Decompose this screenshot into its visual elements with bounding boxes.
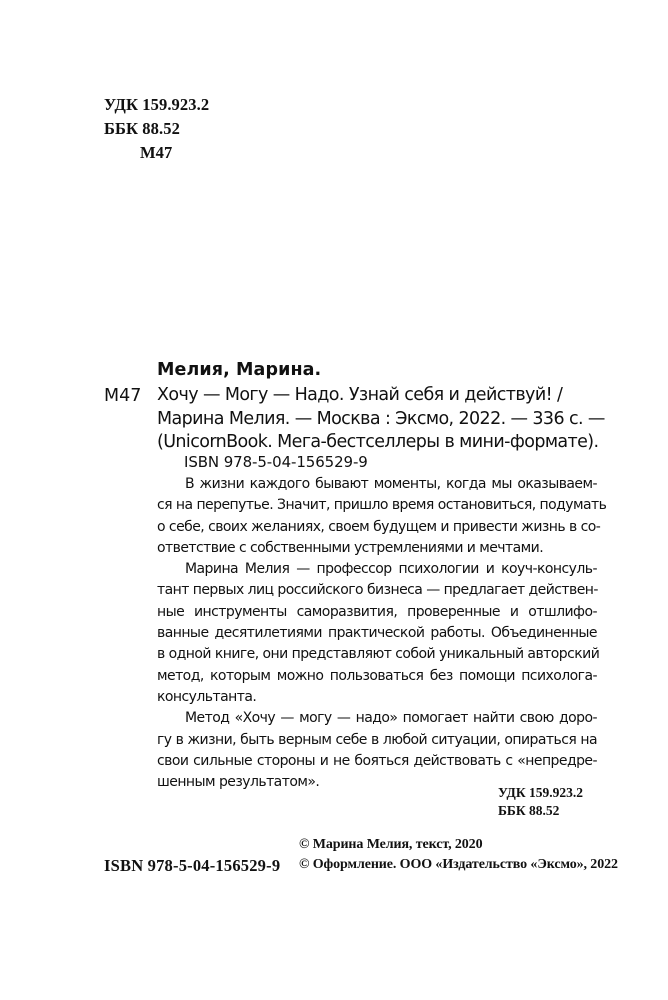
bib-line: (UnicornBook. Мега-бестселлеры в мини-формате). bbox=[157, 432, 599, 452]
annotation-line: ответствие с собственными устремлениями и мечтами. bbox=[157, 539, 544, 556]
annotation-line: гу в жизни, быть верным себе в любой ситуации, опираться на bbox=[157, 731, 597, 748]
annotation-line: Марина Мелия — профессор психологии и коуч-консуль- bbox=[185, 561, 597, 578]
isbn-footer: ISBN 978-5-04-156529-9 bbox=[104, 856, 281, 875]
annotation-line: консультанта. bbox=[157, 688, 257, 705]
annotation-line: Метод «Хочу — могу — надо» помогает найти свою доро- bbox=[185, 710, 597, 727]
annotation-line: В жизни каждого бывают моменты, когда мы оказываем- bbox=[185, 476, 597, 492]
annotation-line: метод, которым можно пользоваться без помощи психолога- bbox=[157, 667, 597, 684]
annotation-line: ванные десятилетиями практической работы. Объединенные bbox=[157, 625, 597, 642]
bbk-code-bottom: ББК 88.52 bbox=[498, 803, 560, 818]
author-code-record: М47 bbox=[104, 386, 142, 406]
annotation bbox=[157, 474, 607, 793]
annotation-line: ся на перепутье. Значит, пришло время остановиться, подумать bbox=[157, 497, 607, 514]
bib-line: Марина Мелия. — Москва : Эксмо, 2022. — 336 с. — bbox=[157, 408, 605, 429]
annotation-line: о себе, своих желаниях, своем будущем и привести жизнь в со- bbox=[157, 518, 601, 535]
author-name: Мелия, Марина. bbox=[157, 360, 322, 380]
annotation-line: тант первых лиц российского бизнеса — предлагает действен- bbox=[157, 582, 598, 599]
isbn-record: ISBN 978-5-04-156529-9 bbox=[184, 453, 368, 471]
author-code-top: М47 bbox=[140, 143, 173, 162]
bbk-code-top: ББК 88.52 bbox=[104, 119, 180, 138]
annotation-line: свои сильные стороны и не бояться действовать с «непредре- bbox=[157, 752, 597, 769]
bibliographic-description bbox=[157, 384, 605, 455]
udk-code-bottom: УДК 159.923.2 bbox=[498, 785, 583, 800]
annotation-line: шенным результатом». bbox=[157, 774, 320, 791]
bib-line: Хочу — Могу — Надо. Узнай себя и действуй! / bbox=[157, 385, 563, 405]
copyright-text: © Марина Мелия, текст, 2020 bbox=[299, 837, 483, 852]
udk-code-top: УДК 159.923.2 bbox=[104, 95, 210, 114]
annotation-line: в одной книге, они представляют собой уникальный авторский bbox=[157, 646, 600, 663]
copyright-design: © Оформление. ООО «Издательство «Эксмо», 2022 bbox=[299, 857, 618, 872]
annotation-line: ные инструменты саморазвития, проверенные и отшлифо- bbox=[157, 603, 597, 620]
